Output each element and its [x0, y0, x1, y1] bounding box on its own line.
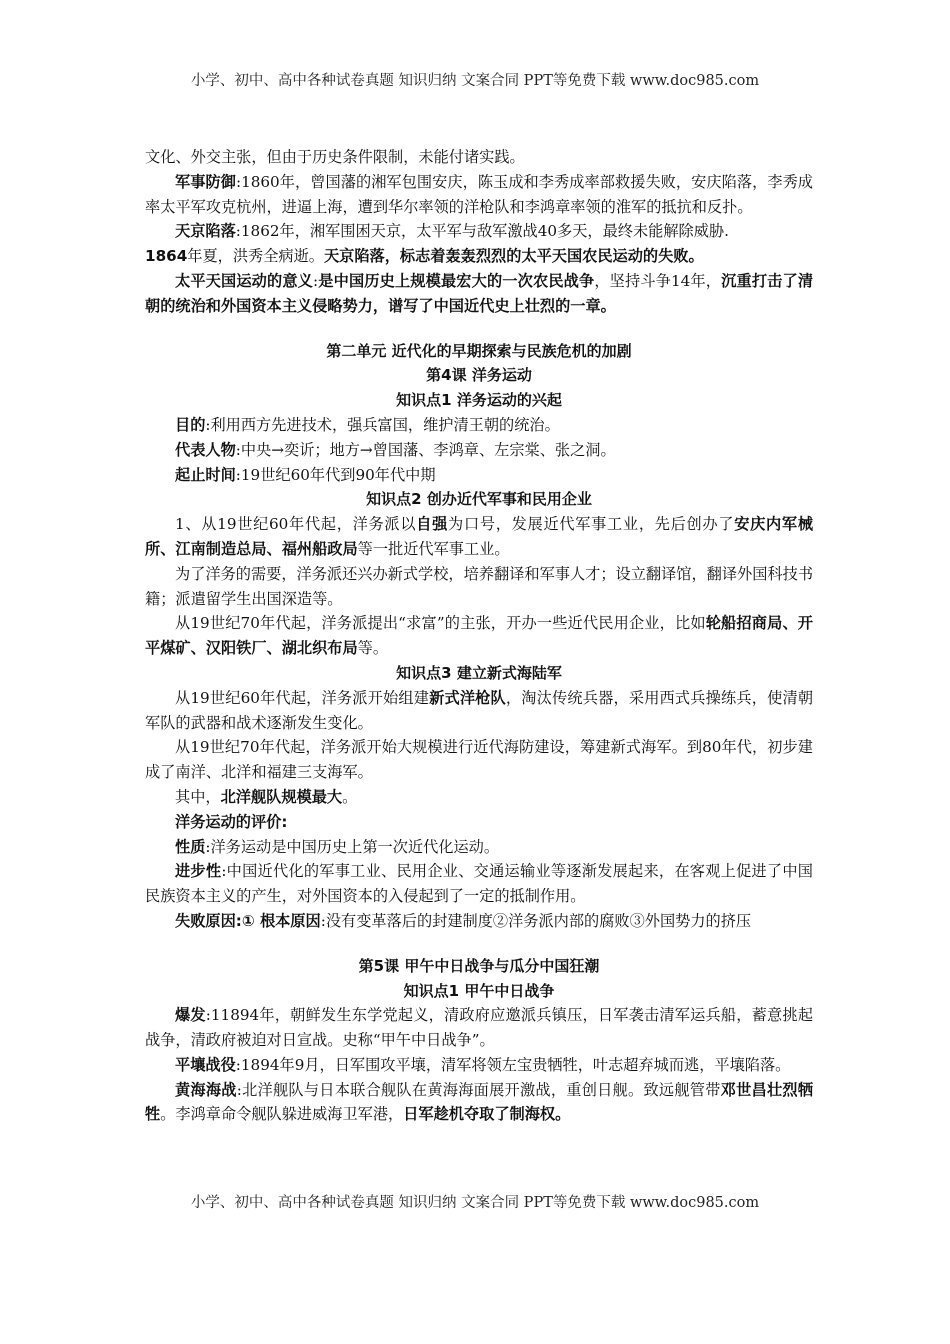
- knowledge-point-2-title: 知识点2 创办近代军事和民用企业: [366, 490, 592, 509]
- paragraph-schools: 为了洋务的需要，洋务派还兴办新式学校，培养翻译和军事人才；设立翻译馆，翻译外国科技书籍；派遣留学生出国深造等。: [145, 564, 813, 608]
- knowledge-point-1-title: 知识点1 洋务运动的兴起: [396, 391, 562, 410]
- paragraph-yellow-sea: 黄海海战:北洋舰队与日本联合舰队在黄海海面展开激战，重创日舰。致远舰管带邓世昌壮烈牺牲。李鸿章命令舰队躲进威海卫军港，日军趁机夺取了制海权。: [145, 1080, 814, 1124]
- paragraph-civil-enterprises: 从19世纪70年代起，洋务派提出“求富”的主张，开办一些近代民用企业，比如轮船招商局、开平煤矿、汉阳铁厂、湖北织布局等。: [145, 614, 813, 658]
- page-footer: 小学、初中、高中各种试卷真题 知识归纳 文案合同 PPT等免费下载 www.doc985.com: [190, 1195, 760, 1211]
- paragraph-purpose: 目的:利用西方先进技术，强兵富国，维护清王朝的统治。: [175, 415, 560, 434]
- lesson-5-knowledge-point-1-title: 知识点1 甲午中日战争: [403, 981, 555, 1000]
- unit-title: 第二单元 近代化的早期探索与民族危机的加剧: [326, 341, 632, 360]
- paragraph-progressiveness: 进步性:中国近代化的军事工业、民用企业、交通运输业等逐渐发展起来，在客观上促进了中国民族资本主义的产生，对外国资本的入侵起到了一定的抵制作用。: [145, 862, 813, 906]
- paragraph-representatives: 代表人物:中央→奕䜣；地方→曾国藩、李鸿章、左宗棠、张之洞。: [175, 440, 616, 459]
- paragraph: 文化、外交主张，但由于历史条件限制，未能付诸实践。: [145, 148, 525, 166]
- paragraph-nature: 性质:洋务运动是中国历史上第一次近代化运动。: [175, 837, 500, 856]
- lesson-5-title: 第5课 甲午中日战争与瓜分中国狂潮: [358, 956, 600, 975]
- paragraph-pyongyang: 平壤战役:1894年9月，日军围攻平壤，清军将领左宝贵牺牲，叶志超弃城而逃，平壤陷落。: [175, 1055, 791, 1074]
- lesson-4-title: 第4课 洋务运动: [426, 366, 532, 385]
- knowledge-point-3-title: 知识点3 建立新式海陆军: [396, 663, 562, 682]
- document-body: [145, 145, 813, 1127]
- paragraph-significance: 太平天国运动的意义:是中国历史上规模最宏大的一次农民战争，坚持斗争14年，沉重打击了清朝的统治和外国资本主义侵略势力，谱写了中国近代史上壮烈的一章。: [145, 271, 814, 315]
- paragraph-military-industry: 1、从19世纪60年代起，洋务派以自强为口号，发展近代军事工业，先后创办了安庆内军械所、江南制造总局、福州船政局等一批近代军事工业。: [145, 515, 814, 558]
- paragraph-new-army: 从19世纪60年代起，洋务派开始组建新式洋枪队，淘汰传统兵器，采用西式兵操练兵，使清朝军队的武器和战术逐渐发生变化。: [145, 688, 814, 732]
- page-header: 小学、初中、高中各种试卷真题 知识归纳 文案合同 PPT等免费下载 www.doc985.com: [190, 73, 760, 89]
- paragraph-evaluation-heading: 洋务运动的评价:: [175, 812, 288, 831]
- paragraph-outbreak: 爆发:11894年，朝鲜发生东学党起义，清政府应邀派兵镇压，日军袭击清军运兵船，蓄意挑起战争，清政府被迫对日宣战。史称“甲午中日战争”。: [145, 1006, 814, 1050]
- paragraph-beiyang: 其中，北洋舰队规模最大。: [175, 787, 358, 806]
- paragraph-period: 起止时间:19世纪60年代到90年代中期: [175, 465, 436, 484]
- paragraph-tianjing-fall: 天京陷落:1862年，湘军围困天京，太平军与敌军激战40多天，最终未能解除威胁. 1864年夏，洪秀全病逝。天京陷落，标志着轰轰烈烈的太平天国农民运动的失败。: [145, 222, 729, 266]
- paragraph-navy: 从19世纪70年代起，洋务派开始大规模进行近代海防建设，筹建新式海军。到80年代，初步建成了南洋、北洋和福建三支海军。: [145, 738, 813, 782]
- paragraph-military-defense: 军事防御:1860年，曾国藩的湘军包围安庆，陈玉成和李秀成率部救援失败，安庆陷落，李秀成率太平军攻克杭州，进逼上海，遭到华尔率领的洋枪队和李鸿章率领的淮军的抵抗和反扑。: [145, 172, 813, 216]
- paragraph-failure-reasons: 失败原因:① 根本原因:没有变革落后的封建制度②洋务派内部的腐败③外国势力的挤压: [175, 911, 752, 930]
